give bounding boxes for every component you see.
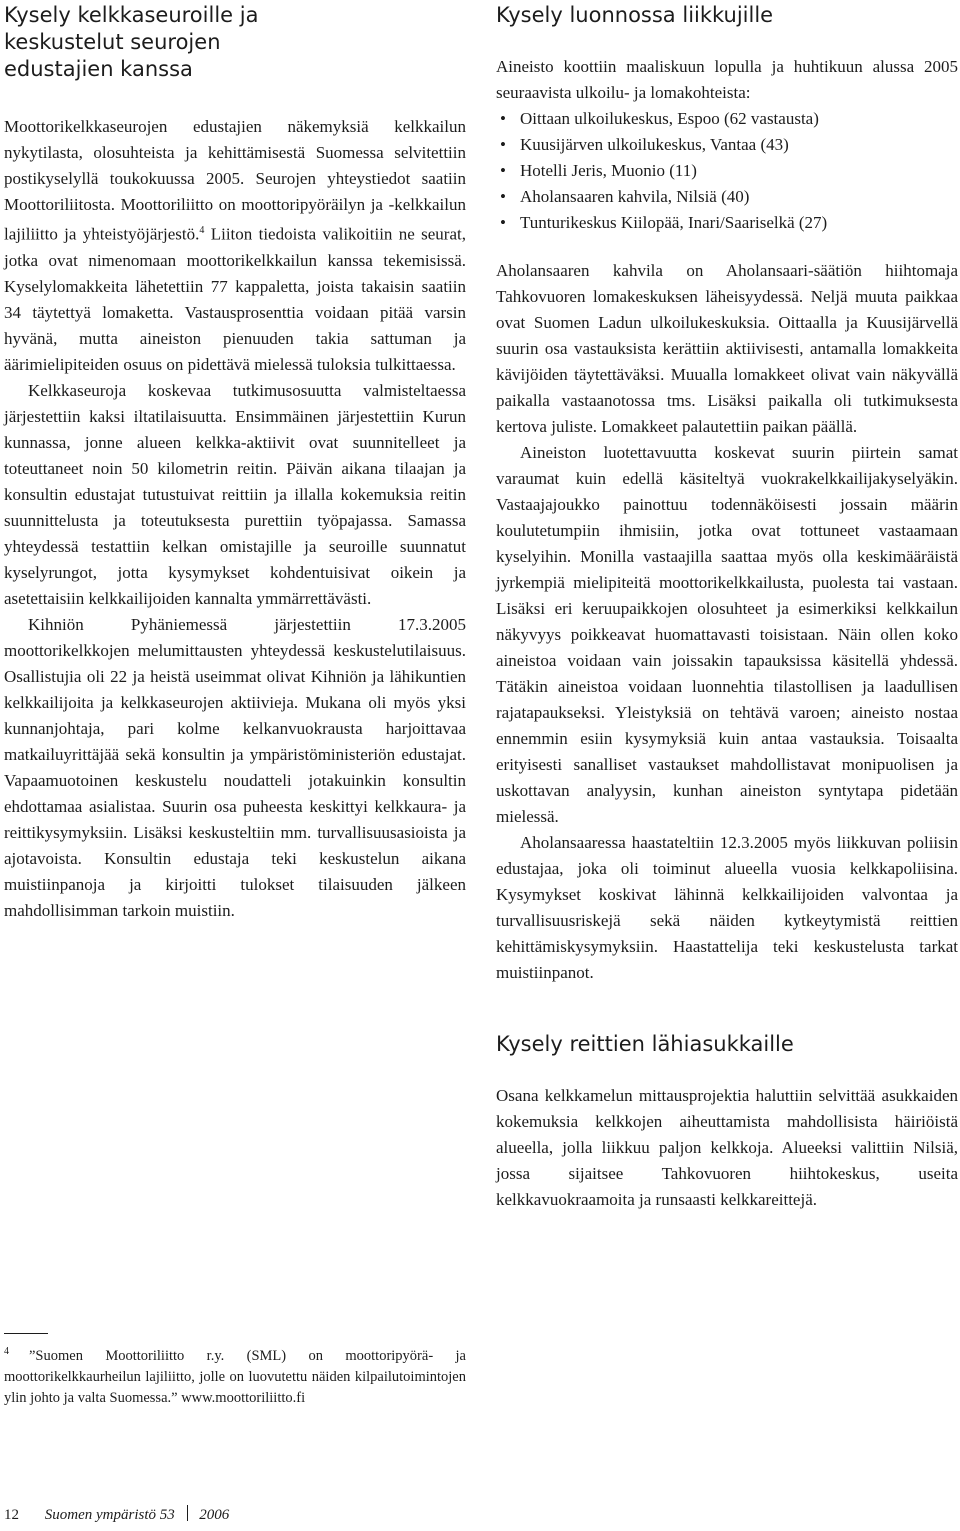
paragraph-iltatilaisuudet: Kelkkaseuroja koskevaa tutkimusosuutta valmisteltaessa järjestettiin kaksi iltatilaisuutta. Ensimmäinen järjestettiin Kurun kunnassa, jonne alueen kelkka-aktiivit ovat suunnitelleet ja toteuttaneet noin 50 kilometrin reitin. Päivän aikana tilaajan ja konsultin edustajat tutustuivat reittiin ja illalla kokemuksia reitin suunnittelusta ja toteutuksesta purettiin työpajassa. Samassa yhteydessä testattiin kelkan omistajille ja seuroille suunnatut kyselyrungot, jotta kysymykset kohdentuisivat oikein ja asetettaisiin kelkkailijoiden kannalta ymmärrettävästi. <box>4 380 466 608</box>
spacer <box>496 986 958 1029</box>
footer-separator <box>187 1505 188 1521</box>
footnote-reference[interactable]: 4 <box>199 225 205 236</box>
right-column <box>496 0 958 1213</box>
page-number: 12 <box>4 1507 19 1523</box>
paragraph-kelkkaseurat-kysely <box>4 114 466 378</box>
list-item: • Oittaan ulkoilukeskus, Espoo (62 vastausta) <box>496 106 958 132</box>
paragraph-text: Liiton tiedoista valikoitiin ne seurat, jotka ovat nimenomaan moottorikelkkailun kanssa tekemisissä. Kyselylomakkeita lähetettiin 77 kappaletta, joista takaisin saatiin 34 täytettyä lomaketta. Vastausprosenttia voidaan pitää varsin hyvänä, mutta aineiston pienuuden takia sattuman ja äärimielipiteiden osuus on pidettävä mielessä tuloksia tulkittaessa. <box>4 224 466 374</box>
section-heading-lahiasukkaat: Kysely reittien lähiasukkaille <box>496 1032 794 1056</box>
footnote-divider <box>4 1333 48 1334</box>
paragraph-luotettavuus: Aineiston luotettavuutta koskevat suurin piirtein samat varaumat kuin edellä käsiteltyä vuokrakelkkailijakyselyäkin. Vastaajajoukko painottuu todennäköisesti jossain määrin koulutetumpiin ihmisiin, jotka ovat tottuneet vastaamaan kyselyihin. Monilla vastaajilla saattaa myös olla keskimääräistä jyrkempiä mielipiteitä moottorikelkkailusta, puolesta tai vastaan. Lisäksi eri keruupaikkojen olosuhteet ja esimerkiksi kelkkailun näkyvyys poikkeavat huomattavasti toisistaan. Näin ollen koko aineistoa voidaan vain joissakin tapauksissa käsitellä yhdessä. Tätäkin aineistoa voidaan luonnehtia tilastollisen ja laadullisen rajatapaukseksi. Yleistyksiä on tehtävä varoen; aineisto nostaa ennemmin esiin kysymyksiä kuin antaa vastauksia. Toisaalta erityisesti sanalliset vastaukset mahdollistavat monipuolisen ja uskottavan analyysin, kunhan aineiston syntytapa pidetään mielessä. <box>496 443 958 826</box>
section-heading-seurat: Kysely kelkkaseuroille ja keskustelut seurojen edustajien kanssa <box>4 3 259 81</box>
paragraph-intro: Aineisto koottiin maaliskuun lopulla ja huhtikuun alussa 2005 seuraavista ulkoilu- ja lomakohteista: <box>496 57 958 102</box>
left-column <box>4 0 466 924</box>
footnote <box>4 1335 466 1409</box>
list-item: • Tunturikeskus Kiilopää, Inari/Saariselkä (27) <box>496 210 958 236</box>
section-heading-luonnossa-liikkujat: Kysely luonnossa liikkujille <box>496 3 774 27</box>
locations-list <box>496 106 958 236</box>
spacer <box>496 236 958 258</box>
page-footer <box>4 1505 229 1525</box>
list-item: • Kuusijärven ulkoilukeskus, Vantaa (43) <box>496 132 958 158</box>
footnote-mark: 4 <box>4 1346 9 1357</box>
paragraph-nilsia: Osana kelkkamelun mittausprojektia haluttiin selvittää asukkaiden kokemuksia kelkkojen aiheuttamista mahdollisista häiriöistä alueella, jolla liikkuu paljon kelkkoja. Alueeksi valittiin Nilsiä, jossa sijaitsee Tahkovuoren hiihtokeskus, useita kelkkavuokraamoita ja runsaasti kelkkareittejä. <box>496 1086 958 1209</box>
paragraph-aholansaari: Aholansaaren kahvila on Aholansaari-säätiön hiihtomaja Tahkovuoren lomakeskuksen läheisyydessä. Neljä muuta paikkaa ovat Suomen Ladun ulkoilukeskuksia. Oittaalla ja Kuusijärvellä suurin osa vastauksista kerättiin aktiivisesti, antamalla lomakkeita kävijöiden täytettäväksi. Muualla lomakkeet olivat vain näkyvällä paikalla vastaanotossa tms. Lisäksi paikalla oli tutkimuksesta kertova juliste. Lomakkeet palautettiin paikan päällä. <box>496 261 958 436</box>
publication-name: Suomen ympäristö 53 <box>44 1507 175 1523</box>
footnote-text-wrapper <box>4 1335 466 1409</box>
footnote-text: ”Suomen Moottoriliitto r.y. (SML) on moottoripyörä- ja moottorikelkkaurheilun lajiliitto, jolle on luovutettu näiden kilpailutoimintojen ylin johto ja valta Suomessa.” www.moottoriliitto.fi <box>4 1347 466 1406</box>
list-item: • Hotelli Jeris, Muonio (11) <box>496 158 958 184</box>
paragraph-kihnio: Kihniön Pyhäniemessä järjestettiin 17.3.2005 moottorikelkkojen melumittausten yhteydessä keskustelutilaisuus. Osallistujia oli 22 ja heistä useimmat olivat Kihniön ja lähikuntien kelkkailijoita ja kelkkaseurojen aktiivieja. Mukana oli myös yksi kunnanjohtaja, pari kolme kelkanvuokrausta harjoittavaa matkailuyrittäjää sekä konsultin ja ympäristöministeriön edustajat. Vapaamuotoinen keskustelu noudatteli jotakuinkin konsultin ehdottamaa asialistaa. Suurin osa puheesta keskittyi kelkkaura- ja reittikysymyksiin. Lisäksi keskusteltiin mm. turvallisuusasioista ja ajotavoista. Konsultin edustaja teki keskustelun aikana muistiinpanoja ja kirjoitti tulokset tilaisuuden jälkeen mahdollisimman tarkoin muistiin. <box>4 614 466 920</box>
publication-year: 2006 <box>199 1507 230 1523</box>
paragraph-haastattelu: Aholansaaressa haastateltiin 12.3.2005 myös liikkuvan poliisin edustajaa, joka oli toiminut alueella vuosia kelkkapoliisina. Kysymykset koskivat lähinnä kelkkailijoiden valvontaa ja turvallisuusriskejä sekä näiden kytkeytymistä reittien kehittämiskysymyksiin. Haastattelija teki keskustelusta tarkat muistiinpanot. <box>496 833 958 982</box>
paragraph-text: Moottorikelkkaseurojen edustajien näkemyksiä kelkkailun nykytilasta, olosuhteista ja kehittämisestä Suomessa selvitettiin postikyselyllä toukokuussa 2005. Seurojen yhteystiedot saatiin Moottoriliitosta. Moottoriliitto on moottoripyöräilyn ja -kelkkailun lajiliitto ja yhteistyöjärjestö. <box>4 117 466 244</box>
list-item: • Aholansaaren kahvila, Nilsiä (40) <box>496 184 958 210</box>
